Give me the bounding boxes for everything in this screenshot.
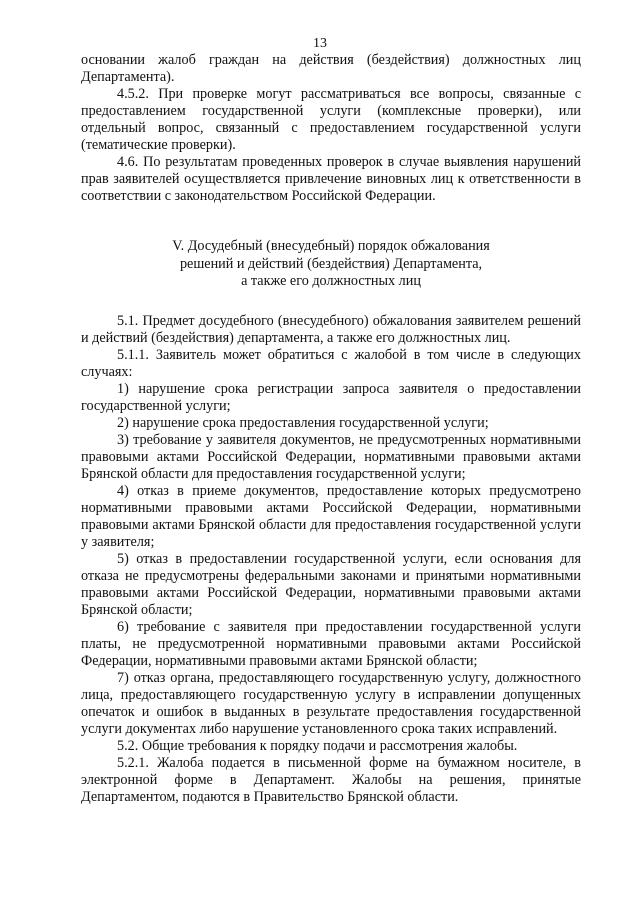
list-item-2: 2) нарушение срока предоставления государственной услуги; [117, 414, 489, 431]
section-heading-line-3: а также его должностных лиц [241, 273, 421, 289]
paragraph-continuation: основании жалоб граждан на действия (бездействия) должностных лиц Департамента). [81, 52, 581, 85]
list-item-5: 5) отказ в предоставлении государственной услуги, если основания для отказа не предусмотрены федеральными законами и принятыми нормативными правовыми актами Российской Федерации, нормативными правовыми актами Брянской области; [81, 550, 581, 618]
section-heading-line-1: V. Досудебный (внесудебный) порядок обжалования [172, 238, 490, 254]
list-item-1: 1) нарушение срока регистрации запроса заявителя о предоставлении государственной услуги; [81, 380, 581, 414]
list-item-6: 6) требование с заявителя при предоставлении государственной услуги платы, не предусмотренной нормативными правовыми актами Российской Федерации, нормативными правовыми актами Брянской области; [81, 618, 581, 669]
paragraph-5-2: 5.2. Общие требования к порядку подачи и рассмотрения жалобы. [117, 737, 518, 754]
section-heading-line-2: решений и действий (бездействия) Департамента, [179, 255, 483, 272]
document-body [81, 52, 581, 806]
list-item-7: 7) отказ органа, предоставляющего государственную услугу, должностного лица, предоставляющего государственную услугу в исправлении допущенных опечаток и ошибок в выданных в результате предоставления государственной услуги документах либо нарушение установленного срока таких исправлений. [81, 669, 581, 737]
section-heading [81, 238, 581, 291]
paragraph-4-5-2: 4.5.2. При проверке могут рассматриваться все вопросы, связанные с предоставлением государственной услуги (комплексные проверки), или отдельный вопрос, связанный с предоставлением государственной услуги (тематические проверки). [81, 86, 581, 153]
list-item-4: 4) отказ в приеме документов, предоставление которых предусмотрено нормативными правовыми актами Российской Федерации, нормативными правовыми актами Брянской области для предоставления государственной услуги у заявителя; [81, 482, 581, 550]
paragraph-5-1: 5.1. Предмет досудебного (внесудебного) обжалования заявителем решений и действий (бездействия) департамента, а также его должностных лиц. [81, 312, 581, 346]
list-item-3: 3) требование у заявителя документов, не предусмотренных нормативными правовыми актами Российской Федерации, нормативными правовыми актами Брянской области для предоставления государственной услуги; [81, 431, 581, 482]
paragraph-5-2-1: 5.2.1. Жалоба подается в письменной форме на бумажном носителе, в электронной форме в Департамент. Жалобы на решения, принятые Департаментом, подаются в Правительство Брянской области. [81, 754, 581, 805]
paragraph-4-6: 4.6. По результатам проведенных проверок в случае выявления нарушений прав заявителей осуществляется привлечение виновных лиц к ответственности в соответствии с законодательством Российской Федерации. [81, 154, 581, 204]
paragraph-5-1-1: 5.1.1. Заявитель может обратиться с жалобой в том числе в следующих случаях: [81, 346, 581, 380]
page-number: 13 [313, 36, 327, 51]
